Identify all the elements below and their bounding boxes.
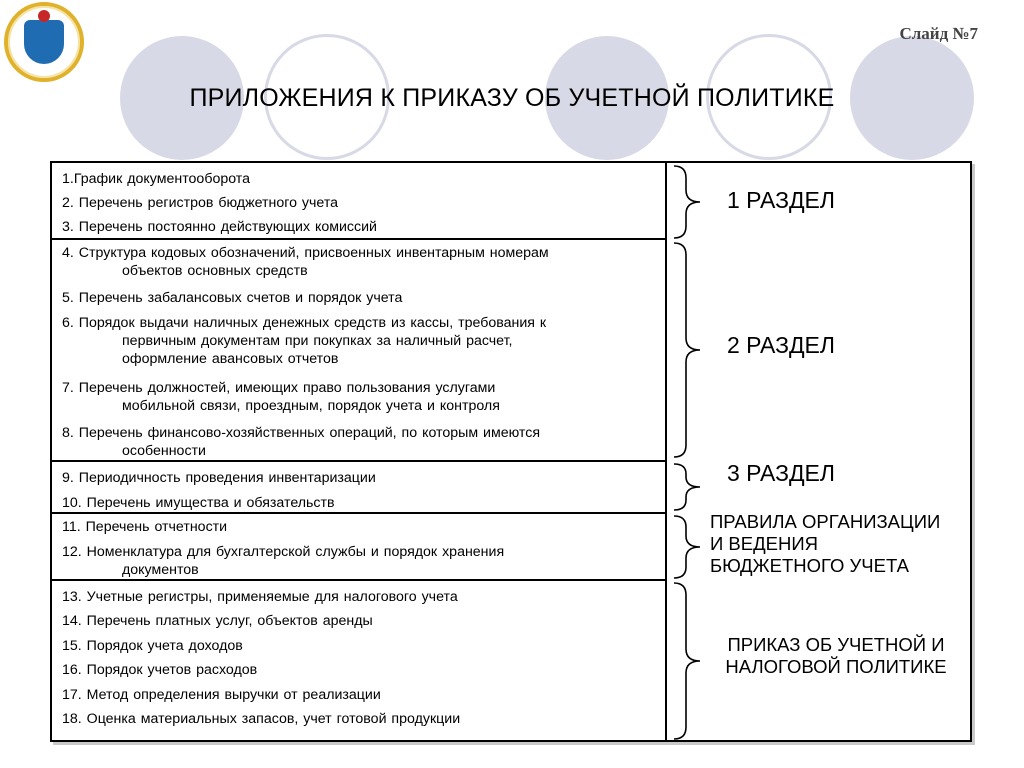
section-1-label: 1 РАЗДЕЛ — [727, 187, 835, 213]
list-item: 13. Учетные регистры, применяемые для налогового учета — [62, 589, 458, 605]
list-item: 7. Перечень должностей, имеющих право пользования услугами мобильной связи, проездным, порядок учета и контроля — [62, 380, 500, 414]
list-item: 18. Оценка материальных запасов, учет готовой продукции — [62, 711, 461, 727]
list-item: 8. Перечень финансово-хозяйственных операций, по которым имеются особенности — [62, 425, 541, 459]
list-item: 17. Метод определения выручки от реализации — [62, 687, 381, 703]
list-item: 10. Перечень имущества и обязательств — [62, 495, 335, 511]
list-item: 1.График документооборота — [62, 171, 251, 187]
section-4-label: ПРАВИЛА ОРГАНИЗАЦИИ И ВЕДЕНИЯ БЮДЖЕТНОГО УЧЕТА — [710, 511, 941, 576]
section-2-label: 2 РАЗДЕЛ — [727, 332, 835, 358]
list-item: 12. Номенклатура для бухгалтерской службы и порядок хранения документов — [62, 544, 505, 578]
section-5-label: ПРИКАЗ ОБ УЧЕТНОЙ И НАЛОГОВОЙ ПОЛИТИКЕ — [725, 634, 947, 677]
brace-icon — [672, 462, 706, 512]
list-item: 16. Порядок учетов расходов — [62, 662, 258, 678]
section-3-label: 3 РАЗДЕЛ — [727, 460, 835, 486]
list-item: 3. Перечень постоянно действующих комиссий — [62, 219, 377, 235]
row-divider-2 — [50, 460, 667, 462]
slide-number: Слайд №7 — [899, 24, 978, 43]
row-divider-1 — [50, 238, 667, 240]
emblem-icon — [4, 2, 84, 82]
page-title: ПРИЛОЖЕНИЯ К ПРИКАЗУ ОБ УЧЕТНОЙ ПОЛИТИКЕ — [189, 84, 835, 112]
brace-icon — [672, 164, 706, 240]
brace-icon — [672, 514, 706, 580]
list-item: 14. Перечень платных услуг, объектов аренды — [62, 613, 373, 629]
list-item: 15. Порядок учета доходов — [62, 638, 243, 654]
column-divider — [665, 161, 667, 742]
row-divider-3 — [50, 512, 667, 514]
list-item: 4. Структура кодовых обозначений, присвоенных инвентарным номерам объектов основных средств — [62, 245, 549, 279]
list-item: 9. Периодичность проведения инвентаризации — [62, 470, 376, 486]
list-item: 2. Перечень регистров бюджетного учета — [62, 195, 339, 211]
row-divider-4 — [50, 579, 667, 581]
list-item: 5. Перечень забалансовых счетов и порядок учета — [62, 290, 403, 306]
list-item: 6. Порядок выдачи наличных денежных средств из кассы, требования к первичным документам при покупках за наличный расчет, оформление авансовых отчетов — [62, 315, 547, 367]
list-item: 11. Перечень отчетности — [62, 519, 228, 535]
brace-icon — [672, 581, 706, 741]
brace-icon — [672, 241, 706, 459]
